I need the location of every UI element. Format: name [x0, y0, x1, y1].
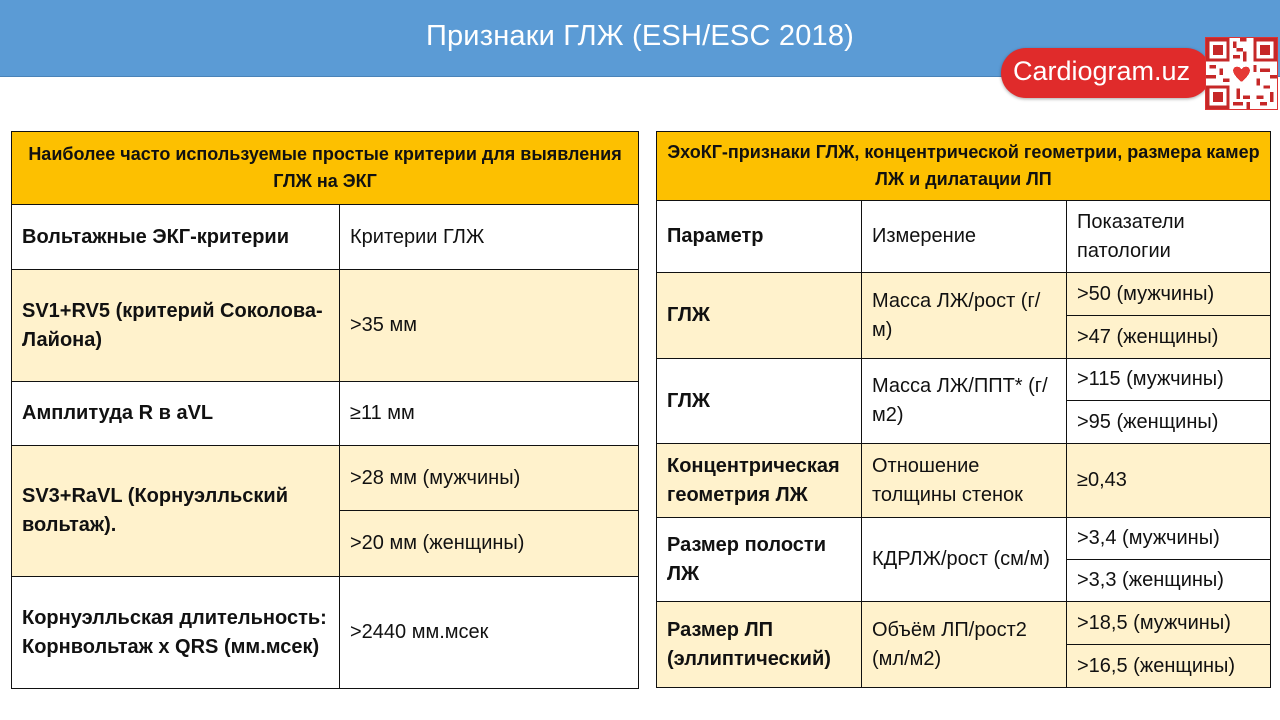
- page-title: Признаки ГЛЖ (ESH/ESC 2018): [425, 19, 855, 52]
- ecg-row-criterion: SV3+RaVL (Корнуэлльский вольтаж).: [12, 446, 340, 577]
- ecg-col-criterion-header: Вольтажные ЭКГ-критерии: [12, 205, 340, 270]
- qr-code-icon: [1205, 37, 1278, 110]
- echo-row-param: Размер полости ЛЖ: [657, 518, 862, 602]
- ecg-table-title: Наиболее часто используемые простые критерии для выявления ГЛЖ на ЭКГ: [12, 132, 639, 205]
- echo-row-param: Концентрическая геометрия ЛЖ: [657, 444, 862, 518]
- echo-col-measure-header: Измерение: [862, 201, 1067, 273]
- echo-col-pathology-header: Показатели патологии: [1067, 201, 1271, 273]
- ecg-row-value-men: >28 мм (мужчины): [340, 446, 639, 511]
- echo-row-param: ГЛЖ: [657, 273, 862, 359]
- echo-row-value-women: >95 (женщины): [1067, 401, 1271, 444]
- echo-row-measure: Масса ЛЖ/ППТ* (г/м2): [862, 359, 1067, 444]
- ecg-row-value-women: >20 мм (женщины): [340, 511, 639, 577]
- echo-row-value-women: >16,5 (женщины): [1067, 645, 1271, 688]
- echo-row-value-men: >18,5 (мужчины): [1067, 602, 1271, 645]
- brand-text: Cardiogram.uz: [1013, 56, 1191, 86]
- brand-badge[interactable]: [1001, 48, 1211, 98]
- echo-row-param: Размер ЛП (эллиптический): [657, 602, 862, 688]
- ecg-row-value: >35 мм: [340, 270, 639, 382]
- echo-row-value-women: >3,3 (женщины): [1067, 560, 1271, 602]
- echo-row-measure: Объём ЛП/рост2 (мл/м2): [862, 602, 1067, 688]
- echo-row-param: ГЛЖ: [657, 359, 862, 444]
- echo-table-title: ЭхоКГ-признаки ГЛЖ, концентрической геометрии, размера камер ЛЖ и дилатации ЛП: [657, 132, 1271, 201]
- echo-row-measure: Масса ЛЖ/рост (г/м): [862, 273, 1067, 359]
- echo-row-measure: КДРЛЖ/рост (см/м): [862, 518, 1067, 602]
- ecg-criteria-table: [11, 131, 639, 689]
- ecg-row-criterion: Амплитуда R в aVL: [12, 382, 340, 446]
- ecg-row-value: >2440 мм.мсек: [340, 577, 639, 689]
- echo-row-value-men: >50 (мужчины): [1067, 273, 1271, 316]
- echo-col-param-header: Параметр: [657, 201, 862, 273]
- ecg-col-value-header: Критерии ГЛЖ: [340, 205, 639, 270]
- echo-row-measure: Отношение толщины стенок: [862, 444, 1067, 518]
- echo-row-value-men: >115 (мужчины): [1067, 359, 1271, 401]
- echo-row-value-women: >47 (женщины): [1067, 316, 1271, 359]
- ecg-row-criterion: SV1+RV5 (критерий Соколова-Лайона): [12, 270, 340, 382]
- echo-criteria-table: [656, 131, 1271, 688]
- ecg-row-value: ≥11 мм: [340, 382, 639, 446]
- ecg-row-criterion: Корнуэлльская длительность: Корнвольтаж х QRS (мм.мсек): [12, 577, 340, 689]
- echo-row-value-men: >3,4 (мужчины): [1067, 518, 1271, 560]
- echo-row-value: ≥0,43: [1067, 444, 1271, 518]
